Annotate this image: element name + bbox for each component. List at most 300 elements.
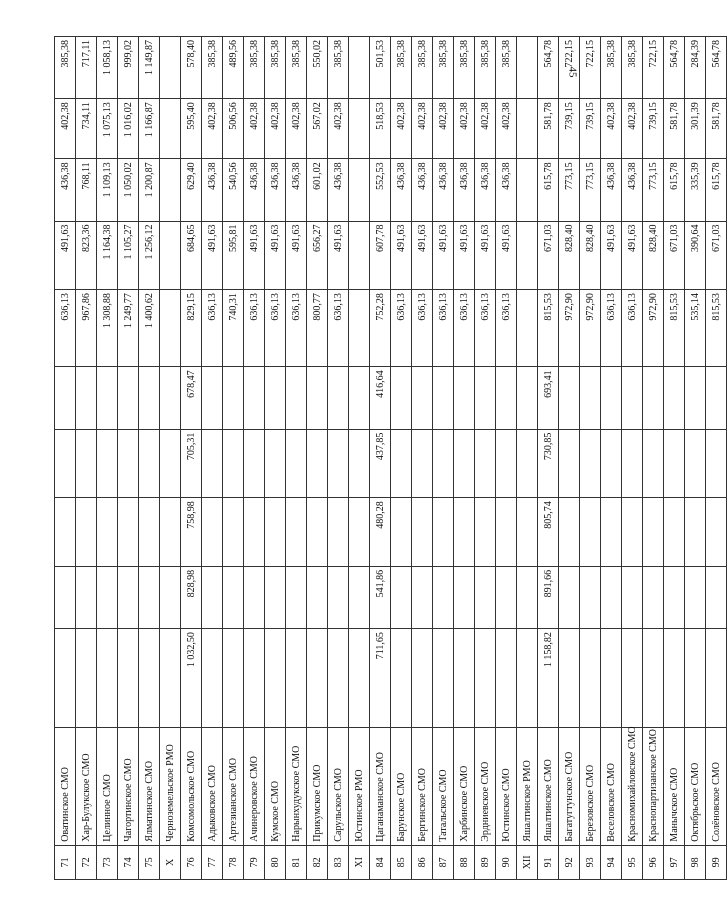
value-cell: [223, 629, 244, 728]
value-cell: 540,56: [223, 159, 244, 221]
value-cell: 436,38: [244, 159, 265, 221]
value-cell: [244, 429, 265, 498]
value-cell: 773,15: [559, 159, 580, 221]
value-cell: 773,15: [580, 159, 601, 221]
value-cell: [601, 629, 622, 728]
value-cell: [118, 429, 139, 498]
value-cell: 607,78: [370, 221, 391, 290]
table-row: [538, 37, 559, 880]
value-cell: [643, 429, 664, 498]
table-row: [286, 37, 307, 880]
municipality-name-cell: Красномихайловское СМО: [622, 727, 643, 845]
value-cell: 815,53: [664, 290, 685, 367]
value-cell: 491,63: [601, 221, 622, 290]
row-number-cell: 74: [118, 845, 139, 879]
value-cell: 402,38: [601, 99, 622, 159]
value-cell: [412, 566, 433, 628]
value-cell: 671,03: [664, 221, 685, 290]
value-cell: [349, 498, 370, 567]
value-cell: 711,65: [370, 629, 391, 728]
table-row: [160, 37, 181, 880]
value-cell: 385,38: [433, 37, 454, 99]
value-cell: 402,38: [475, 99, 496, 159]
value-cell: 636,13: [454, 290, 475, 367]
row-number-cell: XII: [517, 845, 538, 879]
value-cell: [580, 498, 601, 567]
table-row: [202, 37, 223, 880]
value-cell: [706, 566, 727, 628]
row-number-cell: X: [160, 845, 181, 879]
table-row: [181, 37, 202, 880]
value-cell: [412, 498, 433, 567]
row-number-cell: 98: [685, 845, 706, 879]
value-cell: [580, 367, 601, 429]
value-cell: [517, 290, 538, 367]
municipality-name-cell: Хар-Булукское СМО: [76, 727, 97, 845]
value-cell: 615,78: [664, 159, 685, 221]
value-cell: [496, 629, 517, 728]
value-cell: [622, 566, 643, 628]
value-cell: 828,40: [643, 221, 664, 290]
value-cell: 436,38: [601, 159, 622, 221]
value-cell: 491,63: [328, 221, 349, 290]
value-cell: [307, 367, 328, 429]
value-cell: [244, 629, 265, 728]
value-cell: 1 105,27: [118, 221, 139, 290]
municipality-name-cell: Татальское СМО: [433, 727, 454, 845]
value-cell: [664, 429, 685, 498]
municipality-name-cell: Яшалтинское СМО: [538, 727, 559, 845]
value-cell: [160, 221, 181, 290]
value-cell: 402,38: [265, 99, 286, 159]
value-cell: 1 109,13: [97, 159, 118, 221]
value-cell: [517, 37, 538, 99]
table-row: [349, 37, 370, 880]
municipality-name-cell: Барунское СМО: [391, 727, 412, 845]
value-cell: 1 158,82: [538, 629, 559, 728]
value-cell: [622, 498, 643, 567]
value-cell: 636,13: [475, 290, 496, 367]
value-cell: [517, 429, 538, 498]
value-cell: 1 249,77: [118, 290, 139, 367]
value-cell: 284,39: [685, 37, 706, 99]
value-cell: [412, 629, 433, 728]
value-cell: 1 058,13: [97, 37, 118, 99]
value-cell: 1 032,50: [181, 629, 202, 728]
value-cell: 823,36: [76, 221, 97, 290]
municipality-name-cell: Ялматинское СМО: [139, 727, 160, 845]
value-cell: [517, 498, 538, 567]
table-row: [433, 37, 454, 880]
value-cell: 436,38: [454, 159, 475, 221]
value-cell: [286, 566, 307, 628]
value-cell: [118, 566, 139, 628]
value-cell: [685, 367, 706, 429]
value-cell: [622, 429, 643, 498]
value-cell: 385,38: [202, 37, 223, 99]
row-number-cell: 99: [706, 845, 727, 879]
value-cell: 581,78: [706, 99, 727, 159]
value-cell: [160, 629, 181, 728]
value-cell: 967,86: [76, 290, 97, 367]
value-cell: 768,11: [76, 159, 97, 221]
value-cell: [286, 367, 307, 429]
value-cell: [412, 429, 433, 498]
value-cell: 335,39: [685, 159, 706, 221]
value-cell: [475, 367, 496, 429]
value-cell: 402,38: [433, 99, 454, 159]
table-row: [412, 37, 433, 880]
value-cell: [559, 566, 580, 628]
value-cell: 636,13: [622, 290, 643, 367]
value-cell: 385,38: [244, 37, 265, 99]
value-cell: [349, 629, 370, 728]
value-cell: [139, 566, 160, 628]
table-row: [265, 37, 286, 880]
value-cell: [160, 290, 181, 367]
value-cell: 491,63: [622, 221, 643, 290]
value-cell: 436,38: [328, 159, 349, 221]
value-cell: [664, 498, 685, 567]
table-row: [454, 37, 475, 880]
value-cell: 758,98: [181, 498, 202, 567]
table-row: [370, 37, 391, 880]
row-number-cell: 73: [97, 845, 118, 879]
value-cell: 722,15: [643, 37, 664, 99]
value-cell: 828,40: [559, 221, 580, 290]
row-number-cell: 86: [412, 845, 433, 879]
value-cell: [391, 498, 412, 567]
value-cell: 491,63: [412, 221, 433, 290]
value-cell: 800,77: [307, 290, 328, 367]
row-number-cell: 95: [622, 845, 643, 879]
value-cell: 734,11: [76, 99, 97, 159]
value-cell: 385,38: [286, 37, 307, 99]
value-cell: 491,63: [265, 221, 286, 290]
row-number-cell: 92: [559, 845, 580, 879]
table-row: [97, 37, 118, 880]
value-cell: 1 166,87: [139, 99, 160, 159]
municipality-name-cell: Черноземельское РМО: [160, 727, 181, 845]
value-cell: 805,74: [538, 498, 559, 567]
municipality-name-cell: Чагортинское СМО: [118, 727, 139, 845]
value-cell: 815,53: [538, 290, 559, 367]
municipality-name-cell: Яшалтинское РМО: [517, 727, 538, 845]
value-cell: 541,86: [370, 566, 391, 628]
value-cell: 693,41: [538, 367, 559, 429]
value-cell: 636,13: [244, 290, 265, 367]
value-cell: [349, 159, 370, 221]
value-cell: 629,40: [181, 159, 202, 221]
value-cell: 385,38: [601, 37, 622, 99]
value-cell: 615,78: [706, 159, 727, 221]
value-cell: 564,78: [706, 37, 727, 99]
row-number-cell: 94: [601, 845, 622, 879]
value-cell: [475, 566, 496, 628]
row-number-cell: 88: [454, 845, 475, 879]
value-cell: 436,38: [55, 159, 76, 221]
value-cell: [349, 290, 370, 367]
value-cell: [643, 367, 664, 429]
value-cell: [664, 566, 685, 628]
table-row: [580, 37, 601, 880]
value-cell: [223, 566, 244, 628]
value-cell: 636,13: [55, 290, 76, 367]
value-cell: 581,78: [538, 99, 559, 159]
table-row: [643, 37, 664, 880]
value-cell: 972,90: [559, 290, 580, 367]
value-cell: [328, 566, 349, 628]
value-cell: 636,13: [496, 290, 517, 367]
value-cell: 491,63: [244, 221, 265, 290]
value-cell: [244, 367, 265, 429]
value-cell: 436,38: [475, 159, 496, 221]
value-cell: [622, 367, 643, 429]
table-row: [223, 37, 244, 880]
value-cell: 402,38: [202, 99, 223, 159]
value-cell: [685, 498, 706, 567]
value-cell: [349, 221, 370, 290]
value-cell: 436,38: [412, 159, 433, 221]
municipality-name-cell: Бергинское СМО: [412, 727, 433, 845]
value-cell: [160, 37, 181, 99]
value-cell: 491,63: [202, 221, 223, 290]
value-cell: [307, 629, 328, 728]
value-cell: 436,38: [433, 159, 454, 221]
municipality-name-cell: Веселовское СМО: [601, 727, 622, 845]
value-cell: [433, 367, 454, 429]
value-cell: [97, 429, 118, 498]
value-cell: [202, 429, 223, 498]
value-cell: 595,81: [223, 221, 244, 290]
value-cell: [328, 629, 349, 728]
value-cell: 550,02: [307, 37, 328, 99]
value-cell: 578,40: [181, 37, 202, 99]
value-cell: [601, 498, 622, 567]
row-number-cell: 76: [181, 845, 202, 879]
value-cell: 402,38: [286, 99, 307, 159]
value-cell: [202, 367, 223, 429]
municipality-name-cell: Сарульское СМО: [328, 727, 349, 845]
value-cell: [664, 629, 685, 728]
value-cell: 739,15: [580, 99, 601, 159]
value-cell: [286, 429, 307, 498]
value-cell: 437,85: [370, 429, 391, 498]
table-row: [601, 37, 622, 880]
value-cell: 678,47: [181, 367, 202, 429]
value-cell: 1 308,88: [97, 290, 118, 367]
value-cell: 552,53: [370, 159, 391, 221]
value-cell: [496, 498, 517, 567]
value-cell: 385,38: [412, 37, 433, 99]
value-cell: 402,38: [622, 99, 643, 159]
value-cell: 739,15: [643, 99, 664, 159]
municipality-name-cell: Целинное СМО: [97, 727, 118, 845]
table-row: [76, 37, 97, 880]
value-cell: [97, 367, 118, 429]
value-cell: 491,63: [391, 221, 412, 290]
value-cell: [139, 629, 160, 728]
value-cell: 581,78: [664, 99, 685, 159]
value-cell: 518,53: [370, 99, 391, 159]
municipality-name-cell: Солёновское СМО: [706, 727, 727, 845]
value-cell: 752,28: [370, 290, 391, 367]
row-number-cell: 89: [475, 845, 496, 879]
value-cell: [118, 367, 139, 429]
value-cell: 385,38: [475, 37, 496, 99]
value-cell: [139, 367, 160, 429]
value-cell: 491,63: [55, 221, 76, 290]
value-cell: 567,02: [307, 99, 328, 159]
value-cell: 301,39: [685, 99, 706, 159]
value-cell: 402,38: [55, 99, 76, 159]
municipality-name-cell: Кумское СМО: [265, 727, 286, 845]
value-cell: [580, 629, 601, 728]
value-cell: [223, 498, 244, 567]
value-cell: [496, 566, 517, 628]
value-cell: [433, 429, 454, 498]
value-cell: [517, 566, 538, 628]
value-cell: 491,63: [454, 221, 475, 290]
value-cell: [601, 367, 622, 429]
value-cell: [706, 367, 727, 429]
value-cell: 390,64: [685, 221, 706, 290]
value-cell: 1 149,87: [139, 37, 160, 99]
municipality-name-cell: Артезианское СМО: [223, 727, 244, 845]
table-row: [139, 37, 160, 880]
table-row: [118, 37, 139, 880]
value-cell: 828,98: [181, 566, 202, 628]
municipality-name-cell: Манычское СМО: [664, 727, 685, 845]
value-cell: 385,38: [622, 37, 643, 99]
value-cell: 402,38: [391, 99, 412, 159]
row-number-cell: 75: [139, 845, 160, 879]
value-cell: 740,31: [223, 290, 244, 367]
value-cell: 385,38: [454, 37, 475, 99]
value-cell: 1 016,02: [118, 99, 139, 159]
municipality-name-cell: Прикумское СМО: [307, 727, 328, 845]
table-row: [664, 37, 685, 880]
value-cell: 491,63: [475, 221, 496, 290]
value-cell: 1 164,38: [97, 221, 118, 290]
value-cell: [454, 566, 475, 628]
municipality-name-cell: Октябрьское СМО: [685, 727, 706, 845]
value-cell: 1 256,12: [139, 221, 160, 290]
value-cell: 717,11: [76, 37, 97, 99]
value-cell: 436,38: [286, 159, 307, 221]
value-cell: 491,63: [496, 221, 517, 290]
value-cell: [517, 159, 538, 221]
value-cell: 385,38: [496, 37, 517, 99]
table-row: [307, 37, 328, 880]
value-cell: [160, 367, 181, 429]
value-cell: 636,13: [412, 290, 433, 367]
municipality-name-cell: Ачинеровское СМО: [244, 727, 265, 845]
tariff-table: [54, 36, 722, 880]
value-cell: [286, 629, 307, 728]
municipality-name-cell: Эрдниевское СМО: [475, 727, 496, 845]
value-cell: [202, 566, 223, 628]
municipality-name-cell: Цаганаманское СМО: [370, 727, 391, 845]
value-cell: [160, 99, 181, 159]
value-cell: 636,13: [286, 290, 307, 367]
value-cell: [559, 629, 580, 728]
value-cell: [454, 629, 475, 728]
value-cell: [349, 566, 370, 628]
value-cell: 636,13: [328, 290, 349, 367]
municipality-name-cell: Адыковское СМО: [202, 727, 223, 845]
value-cell: 730,85: [538, 429, 559, 498]
row-number-cell: 87: [433, 845, 454, 879]
value-cell: [307, 498, 328, 567]
value-cell: [244, 566, 265, 628]
value-cell: [55, 629, 76, 728]
value-cell: 436,38: [496, 159, 517, 221]
value-cell: [433, 498, 454, 567]
value-cell: [328, 429, 349, 498]
value-cell: [160, 498, 181, 567]
value-cell: [265, 498, 286, 567]
row-number-cell: 97: [664, 845, 685, 879]
value-cell: [76, 566, 97, 628]
value-cell: 636,13: [601, 290, 622, 367]
value-cell: 773,15: [643, 159, 664, 221]
value-cell: 385,38: [265, 37, 286, 99]
value-cell: [496, 367, 517, 429]
value-cell: [118, 498, 139, 567]
value-cell: [97, 629, 118, 728]
value-cell: 436,38: [391, 159, 412, 221]
value-cell: [454, 429, 475, 498]
value-cell: [55, 367, 76, 429]
value-cell: 535,14: [685, 290, 706, 367]
value-cell: 999,02: [118, 37, 139, 99]
value-cell: 385,38: [391, 37, 412, 99]
value-cell: 815,53: [706, 290, 727, 367]
value-cell: 436,38: [622, 159, 643, 221]
value-cell: [202, 629, 223, 728]
row-number-cell: 96: [643, 845, 664, 879]
row-number-cell: 77: [202, 845, 223, 879]
table-row: [622, 37, 643, 880]
value-cell: [454, 498, 475, 567]
value-cell: [76, 629, 97, 728]
table-row: [517, 37, 538, 880]
value-cell: [601, 566, 622, 628]
municipality-name-cell: Краснопартизанское СМО: [643, 727, 664, 845]
value-cell: [580, 429, 601, 498]
value-cell: [139, 498, 160, 567]
value-cell: [622, 629, 643, 728]
value-cell: [265, 566, 286, 628]
value-cell: 595,40: [181, 99, 202, 159]
value-cell: [685, 429, 706, 498]
value-cell: [706, 629, 727, 728]
value-cell: [391, 429, 412, 498]
value-cell: [601, 429, 622, 498]
value-cell: 722,15: [580, 37, 601, 99]
row-number-cell: 71: [55, 845, 76, 879]
value-cell: [349, 99, 370, 159]
value-cell: [580, 566, 601, 628]
value-cell: 402,38: [412, 99, 433, 159]
table-row: [685, 37, 706, 880]
value-cell: 636,13: [202, 290, 223, 367]
value-cell: [76, 498, 97, 567]
value-cell: 489,56: [223, 37, 244, 99]
value-cell: [265, 629, 286, 728]
value-cell: [643, 566, 664, 628]
